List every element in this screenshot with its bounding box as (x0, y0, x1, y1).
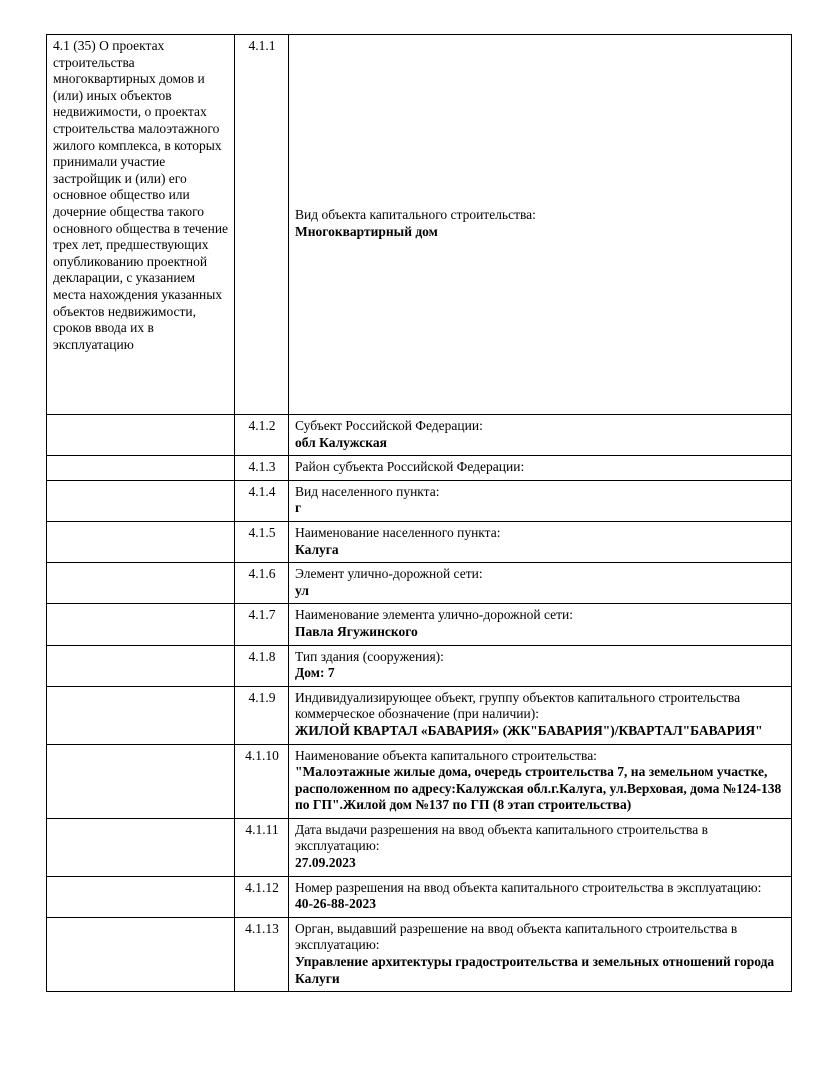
row-value: Многоквартирный дом (295, 224, 438, 239)
row-content (289, 744, 792, 818)
row-code: 4.1.7 (235, 604, 289, 645)
row-code: 4.1.13 (235, 917, 289, 991)
table-row (47, 645, 792, 686)
row-value: Дом: 7 (295, 665, 335, 681)
row-label: Вид объекта капитального строительства: (295, 207, 536, 223)
table-row (47, 563, 792, 604)
row-content (289, 480, 792, 521)
row-code: 4.1.11 (235, 818, 289, 876)
table-row (47, 744, 792, 818)
row-code: 4.1.6 (235, 563, 289, 604)
table-row (47, 456, 792, 481)
spacer-cell (47, 917, 235, 991)
row-label: Тип здания (сооружения): (295, 648, 444, 664)
spacer-cell (47, 744, 235, 818)
row-content (289, 521, 792, 562)
spacer-cell (47, 645, 235, 686)
row-label: Элемент улично-дорожной сети: (295, 566, 483, 582)
spacer-cell (47, 563, 235, 604)
row-content (289, 917, 792, 991)
row-label: Номер разрешения на ввод объекта капитального строительства в эксплуатацию: (295, 879, 762, 895)
table-row (47, 876, 792, 917)
declaration-table (46, 34, 792, 992)
row-code: 4.1.1 (235, 35, 289, 415)
spacer-cell (47, 415, 235, 456)
row-code: 4.1.9 (235, 686, 289, 744)
row-content (289, 456, 792, 481)
row-value: 40-26-88-2023 (295, 896, 376, 912)
row-code: 4.1.5 (235, 521, 289, 562)
row-content (289, 563, 792, 604)
row-label: Наименование населенного пункта: (295, 524, 501, 540)
row-code: 4.1.3 (235, 456, 289, 481)
row-value: ул (295, 582, 309, 598)
row-content (289, 686, 792, 744)
table-row (47, 818, 792, 876)
row-content (289, 604, 792, 645)
row-code: 4.1.10 (235, 744, 289, 818)
row-label: Наименование объекта капитального строительства: (295, 747, 597, 763)
row-value: ЖИЛОЙ КВАРТАЛ «БАВАРИЯ» (ЖК"БАВАРИЯ")/КВАРТАЛ"БАВАРИЯ" (295, 722, 763, 738)
spacer-cell (47, 876, 235, 917)
row-label: Индивидуализирующее объект, группу объектов капитального строительства коммерческое обозначение (при наличии): (295, 689, 741, 722)
row-label: Наименование элемента улично-дорожной сети: (295, 607, 574, 623)
row-value: г (295, 500, 302, 516)
row-content (289, 876, 792, 917)
row-content (289, 645, 792, 686)
spacer-cell (47, 480, 235, 521)
spacer-cell (47, 521, 235, 562)
row-label: Вид населенного пункта: (295, 483, 440, 499)
row-code: 4.1.12 (235, 876, 289, 917)
spacer-cell (47, 686, 235, 744)
table-row (47, 35, 792, 415)
section-title-cell: 4.1 (35) О проектах строительства многоквартирных домов и (или) иных объектов недвижимости, о проектах строительства малоэтажного жилого комплекса, в которых принимали участие застройщик и (или) его основное общество или дочерние общества такого основного общества в течение трех лет, предшествующих опубликованию проектной декларации, с указанием места нахождения указанных объектов недвижимости, сроков ввода их в эксплуатацию (47, 35, 235, 415)
row-content (289, 415, 792, 456)
row-code: 4.1.8 (235, 645, 289, 686)
table-row (47, 604, 792, 645)
row-label: Субъект Российской Федерации: (295, 418, 483, 433)
table-row (47, 480, 792, 521)
row-value: обл Калужская (295, 434, 387, 450)
table-row (47, 686, 792, 744)
row-value: Павла Ягужинского (295, 623, 418, 639)
row-content (289, 818, 792, 876)
row-label: Дата выдачи разрешения на ввод объекта капитального строительства в эксплуатацию: (295, 821, 708, 854)
row-code: 4.1.4 (235, 480, 289, 521)
row-value: "Малоэтажные жилые дома, очередь строительства 7, на земельном участке, расположенном по адресу:Калужская обл.г.Калуга, ул.Верховая, дома №124-138 по ГП".Жилой дом №137 по ГП (8 этап строительства) (295, 764, 782, 813)
row-value: Калуга (295, 541, 339, 557)
row-code: 4.1.2 (235, 415, 289, 456)
row-label: Орган, выдавший разрешение на ввод объекта капитального строительства в эксплуатацию: (295, 920, 738, 953)
row-value: Управление архитектуры градостроительства и земельных отношений города Калуги (295, 954, 775, 986)
table-row (47, 415, 792, 456)
row-content (289, 35, 792, 415)
table-row (47, 521, 792, 562)
spacer-cell (47, 456, 235, 481)
row-label: Район субъекта Российской Федерации: (295, 459, 525, 475)
table-row (47, 917, 792, 991)
spacer-cell (47, 818, 235, 876)
row-value: 27.09.2023 (295, 855, 356, 871)
spacer-cell (47, 604, 235, 645)
